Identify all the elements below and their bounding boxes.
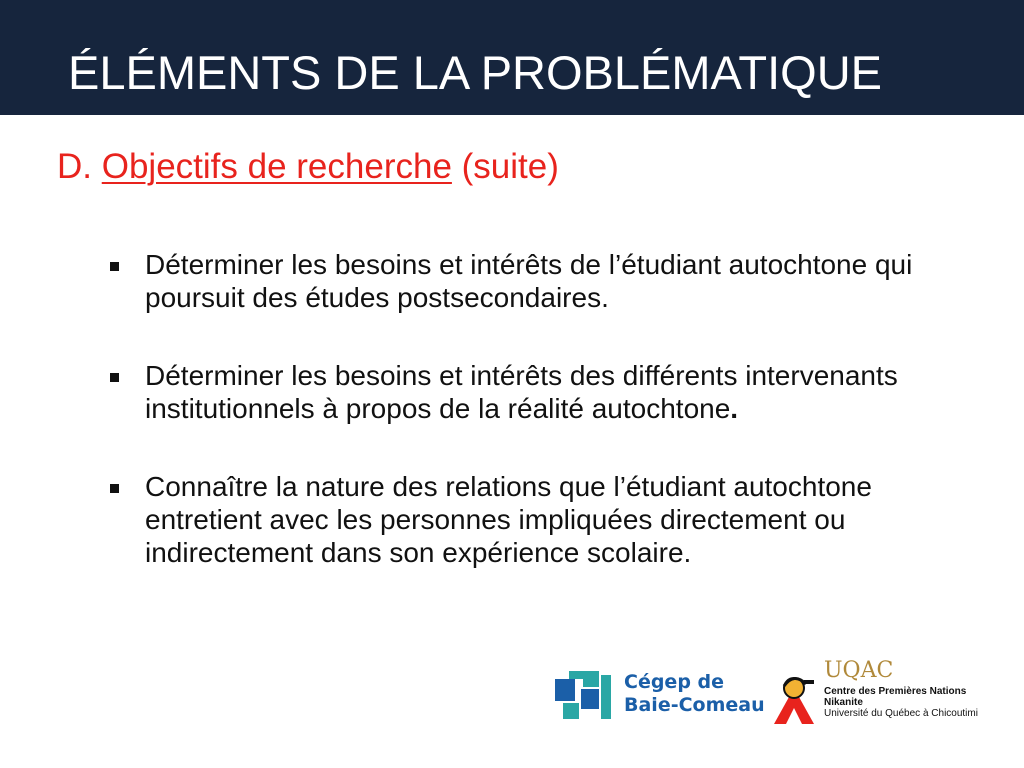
bullet-text: Déterminer les besoins et intérêts de l’étudiant autochtone qui poursuit des études postsecondaires. [145,249,913,313]
section-subtitle [57,145,559,189]
subtitle-suffix: (suite) [451,147,559,186]
subtitle-underlined: Objectifs de recherche [101,147,452,186]
uqac-logo [770,658,1010,728]
bullet-text: Connaître la nature des relations que l’étudiant autochtone entretient avec les personnes impliquées directement ou indirectement dans son expérience scolaire. [145,471,872,568]
cegep-line1: Cégep de [624,671,725,693]
cegep-emblem-icon [555,665,615,723]
uqac-line3: Université du Québec à Chicoutimi [824,708,978,719]
uqac-text [824,686,978,719]
square-bullet-icon [110,373,119,382]
bullet-item [110,248,970,314]
bullet-item [110,359,970,425]
cegep-logo [555,665,765,725]
uqac-wordmark: UQAC [824,658,894,683]
nikanite-emblem-icon [770,666,818,726]
subtitle-prefix: D. [57,147,102,186]
title-banner [0,0,1024,115]
cegep-name [624,671,765,717]
uqac-line1: Centre des Premières Nations [824,686,967,697]
bullet-item [110,470,970,569]
bullet-period: . [730,393,739,424]
cegep-line2: Baie-Comeau [624,694,765,716]
uqac-line2: Nikanite [824,697,863,708]
bullet-list [110,248,970,569]
square-bullet-icon [110,484,119,493]
bullet-text: Déterminer les besoins et intérêts des différents intervenants institutionnels à propos de la réalité autochtone [145,360,898,424]
square-bullet-icon [110,262,119,271]
slide-title: ÉLÉMENTS DE LA PROBLÉMATIQUE [68,46,883,99]
